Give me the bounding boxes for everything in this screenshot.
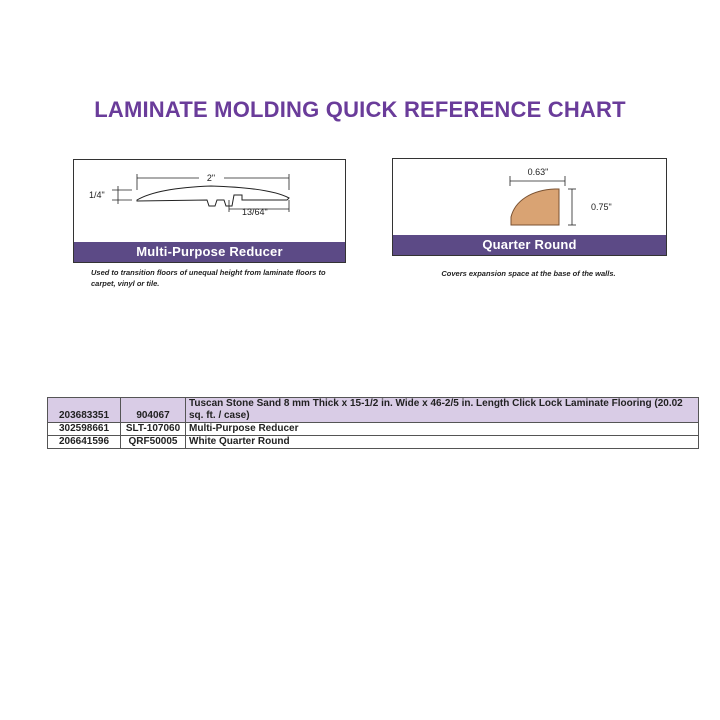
quarter-round-profile bbox=[511, 189, 559, 225]
quarter-round-diagram bbox=[393, 159, 666, 235]
reference-table bbox=[47, 397, 699, 449]
model-cell: SLT-107060 bbox=[121, 423, 186, 436]
model-cell: QRF50005 bbox=[121, 436, 186, 449]
reducer-caption: Used to transition floors of unequal height from laminate floors to carpet, vinyl or tile. bbox=[91, 268, 326, 288]
model-cell: 904067 bbox=[121, 398, 186, 423]
sku-cell: 203683351 bbox=[48, 398, 121, 423]
reducer-panel bbox=[73, 159, 346, 263]
description-cell: Multi-Purpose Reducer bbox=[186, 423, 699, 436]
table-row bbox=[48, 423, 699, 436]
quarter-round-width-dim: 0.63" bbox=[527, 167, 549, 177]
quarter-round-caption: Covers expansion space at the base of the walls. bbox=[441, 269, 616, 278]
sku-cell: 206641596 bbox=[48, 436, 121, 449]
reducer-label: Multi-Purpose Reducer bbox=[74, 242, 345, 262]
table-row bbox=[48, 436, 699, 449]
reducer-height-dim: 1/4" bbox=[89, 190, 105, 200]
description-cell: Tuscan Stone Sand 8 mm Thick x 15-1/2 in. Wide x 46-2/5 in. Length Click Lock Laminate Flooring (20.02 sq. ft. / case) bbox=[186, 398, 699, 423]
quarter-round-label: Quarter Round bbox=[393, 235, 666, 255]
reducer-profile bbox=[137, 186, 289, 206]
table-row bbox=[48, 398, 699, 423]
reducer-diagram bbox=[74, 160, 345, 242]
page-title: LAMINATE MOLDING QUICK REFERENCE CHART bbox=[94, 97, 626, 122]
reducer-lip-dim: 13/64" bbox=[242, 207, 268, 217]
description-cell: White Quarter Round bbox=[186, 436, 699, 449]
sku-cell: 302598661 bbox=[48, 423, 121, 436]
quarter-round-height-dim: 0.75" bbox=[591, 202, 612, 212]
quarter-round-panel bbox=[392, 158, 667, 256]
reducer-width-dim: 2" bbox=[206, 173, 216, 183]
